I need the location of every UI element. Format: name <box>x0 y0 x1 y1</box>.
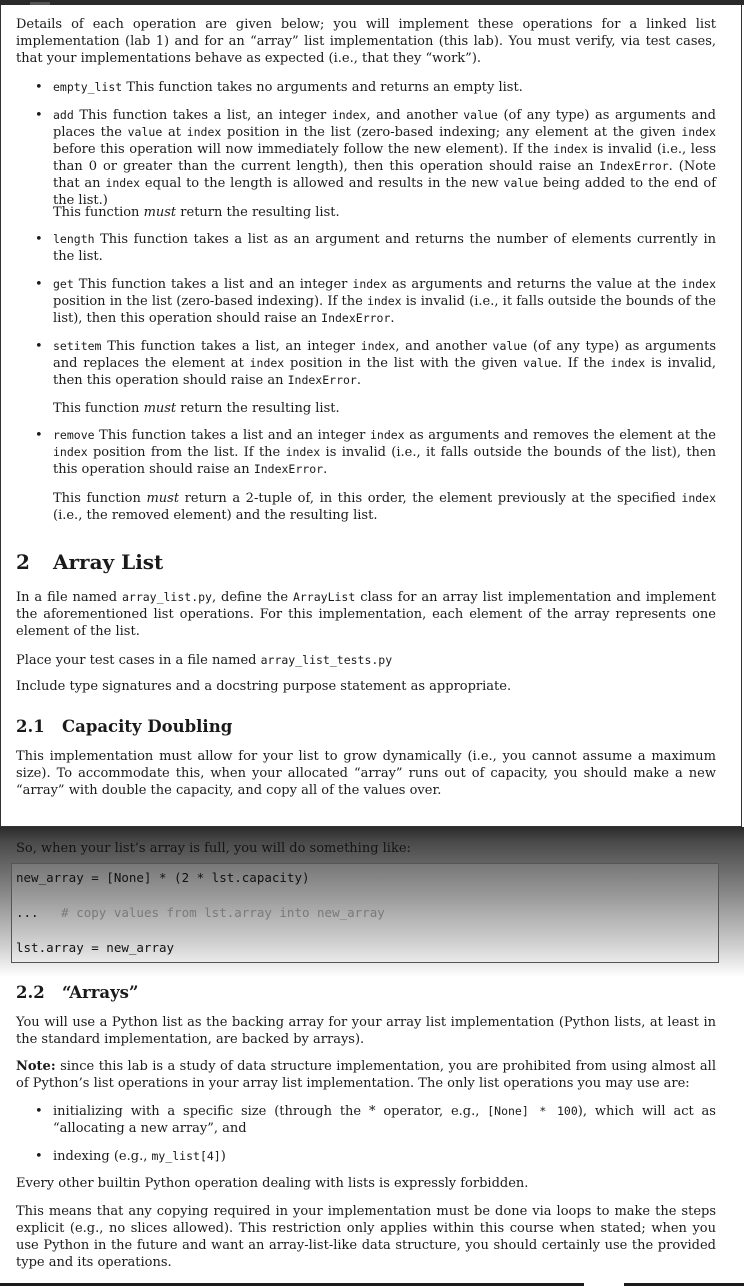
code: index <box>249 356 285 370</box>
text: , define the <box>211 590 293 605</box>
op-empty-list <box>53 79 716 96</box>
op-remove <box>53 427 716 478</box>
text: as arguments and removes the element at the <box>404 428 716 443</box>
section-number: 2.1 <box>16 717 45 736</box>
section-2-paragraph-2 <box>16 652 716 669</box>
code: array_list.py <box>121 590 212 604</box>
op-get <box>53 276 716 327</box>
op-desc: This function takes no arguments and returns an empty list. <box>122 80 523 95</box>
code-block <box>11 863 719 963</box>
op-name-remove: remove <box>53 428 95 442</box>
code: array_list_tests.py <box>260 653 393 667</box>
section-2-paragraph-1 <box>16 589 716 640</box>
section-2-2-paragraph-3: This means that any copying required in your implementation must be done via loops to make the steps explicit (e.g., no slices allowed). This restriction only applies within this course when stated; when you use Python in the future and want an array-list-like data structure, you should certainly use the provided type and its operations. <box>16 1204 716 1270</box>
text: This function <box>53 205 144 220</box>
code: value <box>503 176 539 190</box>
star-operator: * <box>368 1104 376 1119</box>
text: This function takes a list, an integer <box>101 339 361 354</box>
code: index <box>369 428 405 442</box>
text: as arguments and returns the value at the <box>387 277 682 292</box>
text: In a file named <box>16 590 122 605</box>
text: This function takes a list and an integer <box>94 428 370 443</box>
code: value <box>463 108 498 122</box>
bullet-initializing: • <box>35 1104 43 1119</box>
code-ellipsis: ... <box>16 905 39 920</box>
text: is invalid (i.e., less than 0 or greater than the current length), then this operation should raise an <box>53 142 716 174</box>
text: return the resulting list. <box>176 205 340 220</box>
text: at <box>162 125 187 140</box>
section-number: 2.2 <box>16 983 45 1002</box>
text: position from the list. If the <box>87 445 286 460</box>
text: . <box>356 373 361 388</box>
text: operator, e.g., <box>375 1104 488 1119</box>
code: index <box>360 339 396 353</box>
code-comment: # copy values from lst.array into new_array <box>61 905 385 920</box>
op-name-get: get <box>53 277 74 291</box>
text: is invalid (i.e., it falls outside the bounds of the list), then this operation should raise an <box>53 294 716 326</box>
text: . If the <box>557 356 611 371</box>
text: , and another <box>366 108 464 123</box>
code: index <box>352 277 388 291</box>
section-2-heading <box>16 550 163 574</box>
code: index <box>53 445 88 459</box>
allowed-op-initializing <box>53 1103 716 1137</box>
text: return the resulting list. <box>176 401 340 416</box>
section-2-1-heading <box>16 717 232 736</box>
section-number: 2 <box>16 550 30 574</box>
text: equal to the length is allowed and results in the new <box>140 176 504 191</box>
text: This function <box>53 401 144 416</box>
text: This function <box>53 491 147 506</box>
code: index <box>331 108 367 122</box>
section-2-1-continuation: So, when your list’s array is full, you will do something like: <box>16 841 411 856</box>
code: index <box>366 294 402 308</box>
text: ) <box>220 1149 226 1164</box>
section-2-1-paragraph: This implementation must allow for your list to grow dynamically (i.e., you cannot assume a maximum size). To accommodate this, when your allocated “array” runs out of capacity, you should make a new “array” with double the capacity, and copy all of the values over. <box>16 749 716 798</box>
op-name-setitem: setitem <box>53 339 102 353</box>
text: This function takes a list and an integer <box>73 277 353 292</box>
text: initializing with a specific size (through the <box>53 1104 369 1119</box>
text: (of any type) as arguments and replaces the element at <box>53 339 716 371</box>
text: This function takes a list, an integer <box>73 108 332 123</box>
code: ArrayList <box>292 590 356 604</box>
bullet-add: • <box>35 108 43 123</box>
text: indexing (e.g., <box>53 1149 152 1164</box>
bullet-remove: • <box>35 428 43 443</box>
code: IndexError <box>599 159 669 173</box>
code: [None] * 100 <box>487 1104 578 1118</box>
code: IndexError <box>287 373 357 387</box>
text: . <box>323 462 328 477</box>
section-title: “Arrays” <box>62 983 139 1002</box>
op-remove-must <box>53 490 716 524</box>
intro-paragraph: Details of each operation are given below; you will implement these operations for a linked list implementation (lab 1) and for an “array” list implementation (this lab). You must verify, via test cases, that your implementations behave as expected (i.e., that they “work”). <box>16 17 716 66</box>
code: IndexError <box>321 311 391 325</box>
text: (of any type) as arguments and places the <box>53 108 716 140</box>
note-label: Note: <box>16 1059 56 1074</box>
text: position in the list (zero-based indexing). If the <box>53 294 367 309</box>
section-2-2-paragraph-1: You will use a Python list as the backing array for your array list implementation (Python lists, at least in the standard implementation, are backed by arrays). <box>16 1015 716 1047</box>
text: . (Note that an <box>53 159 716 191</box>
text: return a 2-tuple of, in this order, the element previously at the specified <box>179 491 682 506</box>
code: index <box>681 125 716 139</box>
section-2-paragraph-3: Include type signatures and a docstring purpose statement as appropriate. <box>16 679 512 694</box>
section-2-2-heading <box>16 983 138 1002</box>
op-name-length: length <box>53 232 95 246</box>
code: index <box>186 125 222 139</box>
text: . <box>390 311 395 326</box>
op-add <box>53 107 716 209</box>
text: since this lab is a study of data structure implementation, you are prohibited from using almost all of Python’s list operations in your array list implementation. The only list operations you may use are: <box>16 1059 716 1091</box>
text: ), which will act as “allocating a new array”, and <box>53 1104 716 1136</box>
code: index <box>681 277 716 291</box>
code: index <box>681 491 717 505</box>
bullet-indexing: • <box>35 1149 43 1164</box>
code: index <box>610 356 646 370</box>
code-line-1: new_array = [None] * (2 * lst.capacity) <box>16 870 310 885</box>
code: value <box>127 125 163 139</box>
emphasis: must <box>146 491 180 506</box>
text: position in the list (zero-based indexing; any element at the given <box>221 125 682 140</box>
text: is invalid, then this operation should raise an <box>53 356 716 388</box>
section-2-2-note <box>16 1058 716 1092</box>
op-name-add: add <box>53 108 74 122</box>
section-title: Array List <box>53 550 164 574</box>
text: class for an array list implementation and implement the aforementioned list operations. For this implementation, each element of the array represents one element of the list. <box>16 590 717 639</box>
code: index <box>553 142 588 156</box>
emphasis: must <box>143 401 177 416</box>
op-setitem-must <box>53 400 716 417</box>
emphasis: must <box>143 205 177 220</box>
op-setitem <box>53 338 716 389</box>
bullet-setitem: • <box>35 339 43 354</box>
text: , and another <box>395 339 493 354</box>
code: index <box>285 445 321 459</box>
bullet-length: • <box>35 232 43 247</box>
code-line-3: lst.array = new_array <box>16 940 175 955</box>
code: my_list[4] <box>151 1149 221 1163</box>
bullet-empty-list: • <box>35 80 43 95</box>
section-2-2-paragraph-2: Every other builtin Python operation dealing with lists is expressly forbidden. <box>16 1176 529 1191</box>
op-desc: This function takes a list as an argument and returns the number of elements currently in the list. <box>53 232 716 264</box>
text: being added to the end of the list.) <box>53 176 717 208</box>
text: position in the list with the given <box>284 356 524 371</box>
op-length <box>53 231 716 265</box>
text: (i.e., the removed element) and the resulting list. <box>53 508 378 523</box>
code: index <box>105 176 141 190</box>
op-add-must <box>53 204 716 221</box>
allowed-op-indexing <box>53 1148 716 1165</box>
text: Place your test cases in a file named <box>16 653 261 668</box>
code: value <box>492 339 528 353</box>
section-title: Capacity Doubling <box>62 717 233 736</box>
code: value <box>523 356 558 370</box>
op-name-empty-list: empty_list <box>53 80 123 94</box>
text: is invalid (i.e., it falls outside the bounds of the list), then this operation should raise an <box>53 445 716 477</box>
code-line-2 <box>16 905 385 920</box>
bullet-get: • <box>35 277 43 292</box>
code: IndexError <box>253 462 324 476</box>
text: before this operation will now immediately follow the new element). If the <box>53 142 554 157</box>
